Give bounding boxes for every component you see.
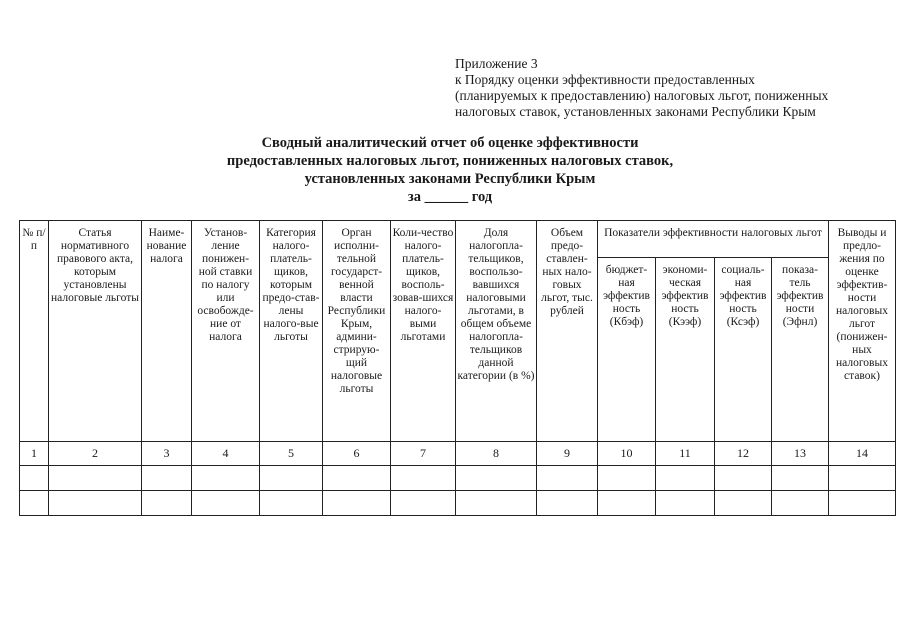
- column-number-cell: 10: [598, 442, 656, 466]
- appendix-line: к Порядку оценки эффективности предоставленных: [455, 72, 755, 87]
- title-line: установленных законами Республики Крым: [304, 171, 596, 187]
- column-number-cell: 2: [49, 442, 142, 466]
- empty-cell: [772, 466, 829, 491]
- report-table: [19, 220, 896, 516]
- column-number-cell: 8: [456, 442, 537, 466]
- header-cell: Установ-ление понижен-ной ставки по налогу или освобожде-ние от налога: [192, 221, 260, 442]
- appendix-line: (планируемых к предоставлению) налоговых льгот, пониженных: [455, 88, 829, 103]
- empty-cell: [323, 466, 391, 491]
- header-cell: № п/п: [20, 221, 49, 442]
- header-cell: Статья нормативного правового акта, которым установлены налоговые льготы: [49, 221, 142, 442]
- empty-cell: [142, 466, 192, 491]
- header-cell: Объем предо-ставлен-ных нало-говых льгот, тыс. рублей: [537, 221, 598, 442]
- empty-cell: [192, 491, 260, 516]
- empty-cell: [456, 466, 537, 491]
- subheader-cell: социаль-ная эффектив ность (Ксэф): [715, 258, 772, 442]
- column-number-cell: 12: [715, 442, 772, 466]
- header-cell: Орган исполни-тельной государст-венной власти Республики Крым, админи-стрирую-щий налоговые льготы: [323, 221, 391, 442]
- empty-cell: [49, 491, 142, 516]
- empty-cell: [772, 491, 829, 516]
- column-number-cell: 5: [260, 442, 323, 466]
- header-cell: Выводы и предло-жения по оценке эффектив-ности налоговых льгот (понижен-ных налоговых ставок): [829, 221, 896, 442]
- empty-cell: [829, 491, 896, 516]
- column-number-cell: 11: [656, 442, 715, 466]
- empty-cell: [323, 491, 391, 516]
- empty-cell: [20, 466, 49, 491]
- appendix-line: налоговых ставок, установленных законами Республики Крым: [455, 104, 816, 119]
- header-cell: Категория налого-платель-щиков, которым предо-став-лены налого-вые льготы: [260, 221, 323, 442]
- title-line: Сводный аналитический отчет об оценке эффективности: [261, 135, 639, 151]
- column-number-cell: 13: [772, 442, 829, 466]
- empty-cell: [49, 466, 142, 491]
- group-header-cell: Показатели эффективности налоговых льгот: [598, 221, 829, 258]
- empty-row: [20, 491, 896, 516]
- appendix-line: Приложение 3: [455, 56, 538, 71]
- empty-cell: [456, 491, 537, 516]
- column-number-row: [20, 442, 896, 466]
- report-title: [150, 134, 750, 206]
- column-number-cell: 9: [537, 442, 598, 466]
- empty-cell: [391, 466, 456, 491]
- column-number-cell: 7: [391, 442, 456, 466]
- empty-cell: [391, 491, 456, 516]
- empty-cell: [537, 491, 598, 516]
- header-cell: Наиме-нование налога: [142, 221, 192, 442]
- empty-cell: [20, 491, 49, 516]
- subheader-cell: показа-тель эффектив ности (Эфнл): [772, 258, 829, 442]
- empty-cell: [656, 466, 715, 491]
- header-cell: Доля налогопла-тельщиков, воспользо-вавшихся налоговыми льготами, в общем объеме налогопла-тельщиков данной категории (в %): [456, 221, 537, 442]
- header-cell: Коли-чество налого-платель-щиков, восполь-зовав-шихся налого-выми льготами: [391, 221, 456, 442]
- empty-cell: [537, 466, 598, 491]
- column-number-cell: 6: [323, 442, 391, 466]
- empty-row: [20, 466, 896, 491]
- empty-cell: [598, 466, 656, 491]
- column-number-cell: 1: [20, 442, 49, 466]
- column-number-cell: 4: [192, 442, 260, 466]
- column-number-cell: 14: [829, 442, 896, 466]
- column-number-cell: 3: [142, 442, 192, 466]
- title-line: предоставленных налоговых льгот, пониженных налоговых ставок,: [226, 153, 674, 169]
- empty-cell: [192, 466, 260, 491]
- empty-cell: [715, 466, 772, 491]
- title-year-line: за ______ год: [407, 189, 493, 205]
- subheader-cell: экономи-ческая эффектив ность (Кээф): [656, 258, 715, 442]
- appendix-note: [455, 56, 828, 120]
- empty-cell: [260, 491, 323, 516]
- empty-cell: [715, 491, 772, 516]
- empty-cell: [598, 491, 656, 516]
- empty-cell: [260, 466, 323, 491]
- empty-cell: [829, 466, 896, 491]
- subheader-cell: бюджет-ная эффектив ность (Кбэф): [598, 258, 656, 442]
- header-row: [20, 221, 896, 258]
- empty-cell: [656, 491, 715, 516]
- empty-cell: [142, 491, 192, 516]
